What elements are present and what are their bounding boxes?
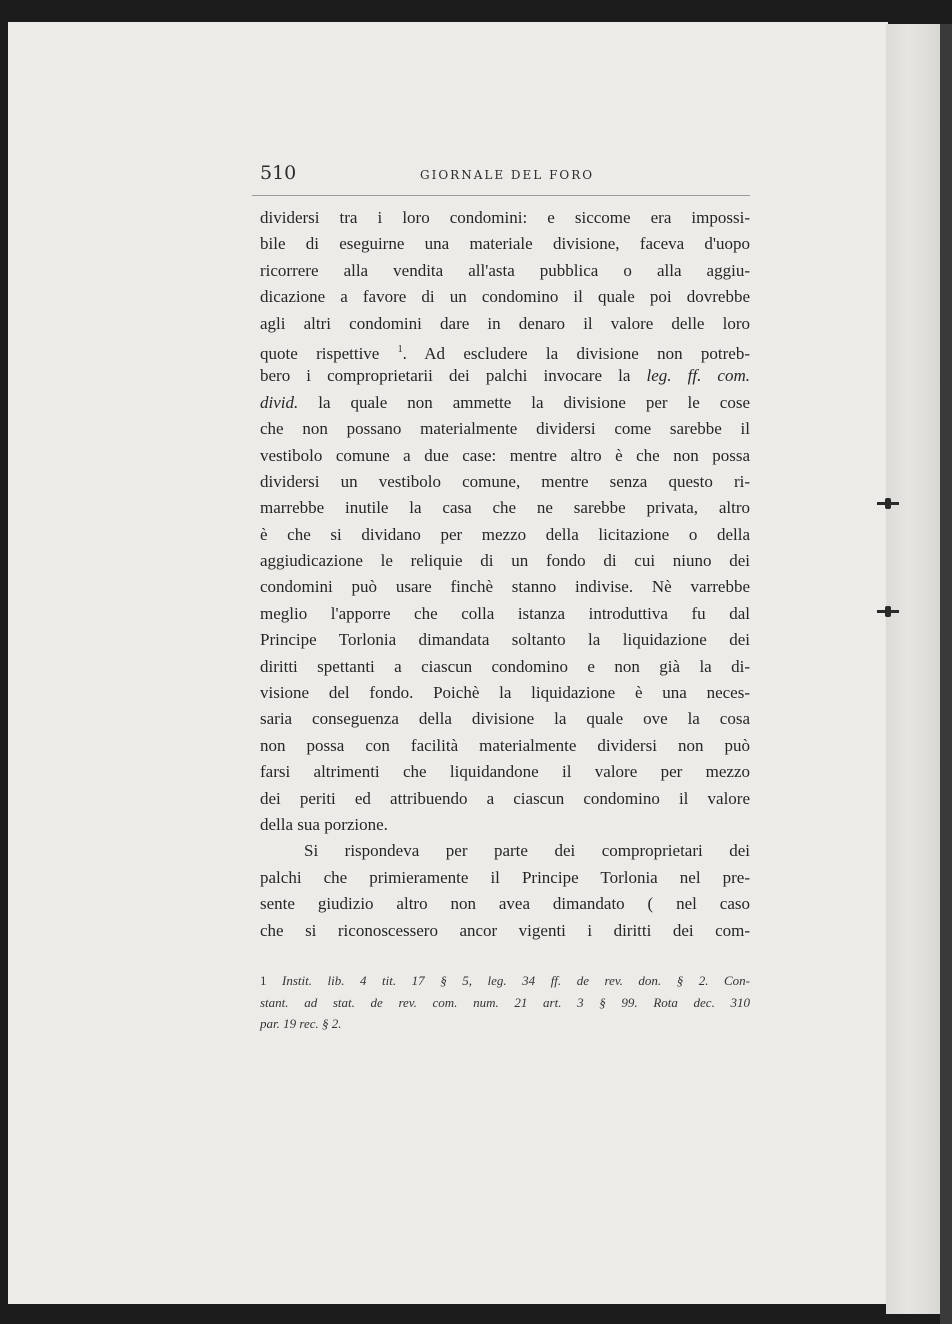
text-line: dividersi un vestibolo comune, mentre senza questo ri-: [260, 471, 750, 491]
text-line: marrebbe inutile la casa che ne sarebbe privata, altro: [260, 498, 750, 518]
footnote: [260, 970, 750, 1035]
text-line: Principe Torlonia dimandata soltanto la liquidazione dei: [260, 630, 750, 650]
text-line: diritti spettanti a ciascun condomino e non già la di-: [260, 656, 750, 676]
footnote-line: par. 19 rec. § 2.: [260, 1016, 342, 1031]
book-gutter: [886, 24, 942, 1314]
running-head: GIORNALE DEL FORO: [420, 168, 595, 182]
footnote-marker: 1: [260, 973, 267, 988]
text-line: sente giudizio altro non avea dimandato ( nel caso: [260, 894, 750, 914]
book-edge: [940, 24, 952, 1324]
text-line: divid. la quale non ammette la divisione per le cose: [260, 392, 750, 412]
text-line: che non possano materialmente dividersi come sarebbe il: [260, 419, 750, 439]
margin-tab-mark: [877, 610, 899, 613]
text-line: condomini può usare finchè stanno indivise. Nè varrebbe: [260, 577, 750, 597]
text-line: bero i comproprietarii dei palchi invocare la leg. ff. com.: [260, 366, 750, 386]
text-line: saria conseguenza della divisione la quale ove la cosa: [260, 709, 750, 729]
page-header: [260, 162, 750, 188]
text-line: aggiudicazione le reliquie di un fondo di cui niuno dei: [260, 551, 750, 571]
margin-tab-mark: [877, 502, 899, 505]
footnote-line: 1 Instit. lib. 4 tit. 17 § 5, leg. 34 ff. de rev. don. § 2. Con-: [260, 973, 751, 988]
page-number: 510: [260, 162, 297, 184]
footnote-reference: 1: [397, 343, 403, 355]
text-line: dei periti ed attribuendo a ciascun condomino il valore: [260, 788, 750, 808]
text-line: quote rispettive $^1$. Ad escludere la divisione non potreb-: [260, 343, 750, 363]
footnote-line: stant. ad stat. de rev. com. num. 21 art. 3 § 99. Rota dec. 310: [260, 994, 750, 1010]
text-line: non possa con facilità materialmente dividersi non può: [260, 735, 750, 755]
text-line: vestibolo comune a due case: mentre altro è che non possa: [260, 445, 750, 465]
text-line: è che si dividano per mezzo della licitazione o della: [260, 524, 750, 544]
text-line: bile di eseguirne una materiale divisione, faceva d'uopo: [260, 234, 750, 254]
text-line: visione del fondo. Poichè la liquidazione è una neces-: [260, 683, 750, 703]
paragraph-start-line: Si rispondeva per parte dei comproprietari dei: [304, 841, 750, 861]
text-line: agli altri condomini dare in denaro il valore delle loro: [260, 313, 750, 333]
text-line: che si riconoscessero ancor vigenti i diritti dei com-: [260, 920, 750, 940]
text-line: dividersi tra i loro condomini: e siccome era impossi-: [260, 208, 750, 227]
text-line: palchi che primieramente il Principe Torlonia nel pre-: [260, 867, 750, 887]
text-line: ricorrere alla vendita all'asta pubblica o alla aggiu-: [260, 260, 750, 280]
text-line: farsi altrimenti che liquidandone il valore per mezzo: [260, 762, 750, 782]
text-line: meglio l'apporre che colla istanza introduttiva fu dal: [260, 603, 750, 623]
body-text: [260, 205, 750, 944]
text-line: della sua porzione.: [260, 814, 388, 834]
text-line: dicazione a favore di un condomino il quale poi dovrebbe: [260, 287, 750, 307]
header-rule: [252, 195, 750, 196]
